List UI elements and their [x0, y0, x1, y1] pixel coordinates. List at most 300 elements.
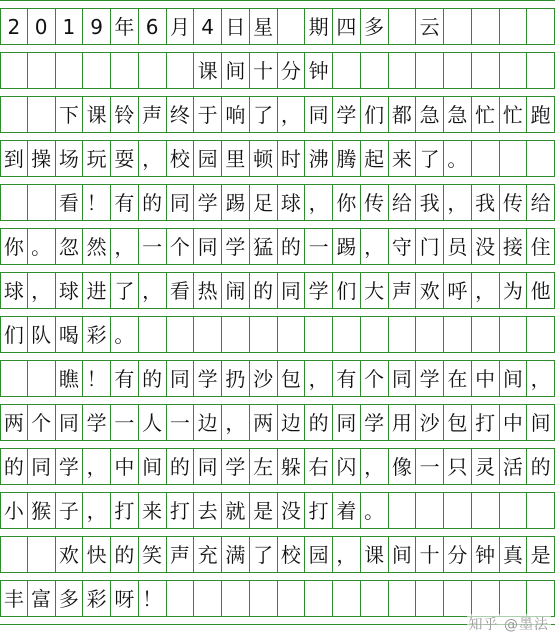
- grid-cell: 队: [28, 317, 56, 352]
- grid-cell: [472, 581, 500, 616]
- grid-cell: 间: [527, 405, 555, 440]
- grid-cell: 呀: [111, 581, 139, 616]
- grid-cell: 顿: [250, 141, 278, 176]
- grid-cell: 终: [167, 97, 195, 132]
- grid-cell: 灵: [472, 449, 500, 484]
- grid-cell: 喝: [56, 317, 84, 352]
- grid-cell: [389, 493, 417, 528]
- grid-cell: 。: [111, 317, 139, 352]
- grid-cell: 学: [416, 361, 444, 396]
- grid-cell: [278, 317, 306, 352]
- grid-cell: 铃: [111, 97, 139, 132]
- grid-cell: 欢: [56, 537, 84, 572]
- grid-cell: 闪: [333, 449, 361, 484]
- grid-cell: [250, 581, 278, 616]
- grid-cell: [333, 581, 361, 616]
- grid-cell: ，: [361, 449, 389, 484]
- grid-cell: ，: [222, 405, 250, 440]
- line-gap: [0, 44, 555, 53]
- grid-cell: ，: [305, 185, 333, 220]
- grid-cell: 忽: [56, 229, 84, 264]
- grid-cell: 给: [527, 185, 555, 220]
- grid-cell: [56, 53, 84, 88]
- grid-cell: 有: [333, 361, 361, 396]
- line-gap: [0, 396, 555, 405]
- grid-row-7: [0, 273, 555, 308]
- grid-cell: 钟: [472, 537, 500, 572]
- grid-cell: 有: [111, 185, 139, 220]
- grid-cell: [472, 141, 500, 176]
- grid-cell: ，: [28, 273, 56, 308]
- grid-cell: [28, 537, 56, 572]
- grid-cell: 打: [472, 405, 500, 440]
- grid-cell: 的: [0, 449, 28, 484]
- grid-cell: 9: [83, 9, 111, 44]
- grid-cell: 热: [194, 273, 222, 308]
- grid-row-14: [0, 581, 555, 616]
- grid-cell: 没: [278, 493, 306, 528]
- grid-cell: [28, 97, 56, 132]
- grid-cell: 期: [305, 9, 333, 44]
- grid-cell: 真: [500, 537, 528, 572]
- grid-cell: [500, 581, 528, 616]
- grid-cell: 两: [250, 405, 278, 440]
- grid-cell: 闹: [222, 273, 250, 308]
- grid-cell: 像: [389, 449, 417, 484]
- grid-cell: 中: [472, 361, 500, 396]
- grid-cell: 云: [416, 9, 444, 44]
- grid-cell: 时: [278, 141, 306, 176]
- grid-cell: 间: [139, 449, 167, 484]
- grid-cell: 个: [167, 229, 195, 264]
- grid-cell: 十: [416, 537, 444, 572]
- grid-cell: 学: [56, 449, 84, 484]
- grid-row-12: [0, 493, 555, 528]
- grid-cell: 传: [361, 185, 389, 220]
- grid-cell: 下: [56, 97, 84, 132]
- grid-cell: 同: [56, 405, 84, 440]
- grid-cell: 的: [139, 361, 167, 396]
- grid-cell: 是: [250, 493, 278, 528]
- line-gap: [0, 484, 555, 493]
- grid-cell: 瞧: [56, 361, 84, 396]
- grid-cell: 打: [111, 493, 139, 528]
- grid-cell: 足: [250, 185, 278, 220]
- line-gap: [0, 440, 555, 449]
- grid-cell: ，: [139, 141, 167, 176]
- grid-cell: 传: [500, 185, 528, 220]
- grid-cell: 了: [111, 273, 139, 308]
- grid-cell: 为: [500, 273, 528, 308]
- grid-cell: 右: [305, 449, 333, 484]
- grid-cell: 呼: [444, 273, 472, 308]
- grid-cell: [333, 317, 361, 352]
- line-gap: [0, 220, 555, 229]
- grid-row-11: [0, 449, 555, 484]
- grid-cell: 球: [0, 273, 28, 308]
- grid-cell: 同: [194, 449, 222, 484]
- grid-cell: ，: [472, 273, 500, 308]
- grid-cell: [278, 9, 306, 44]
- grid-row-2: [0, 53, 555, 88]
- grid-cell: 同: [333, 405, 361, 440]
- grid-cell: [500, 493, 528, 528]
- grid-cell: 然: [83, 229, 111, 264]
- grid-cell: ，: [361, 229, 389, 264]
- grid-cell: 沙: [416, 405, 444, 440]
- grid-cell: 。: [444, 141, 472, 176]
- grid-cell: [167, 581, 195, 616]
- grid-cell: 打: [305, 493, 333, 528]
- grid-cell: 一: [416, 449, 444, 484]
- grid-cell: [416, 493, 444, 528]
- grid-cell: 边: [194, 405, 222, 440]
- grid-cell: [250, 317, 278, 352]
- grid-cell: 急: [416, 97, 444, 132]
- grid-cell: [389, 317, 417, 352]
- grid-cell: 在: [444, 361, 472, 396]
- grid-cell: 学: [305, 273, 333, 308]
- grid-cell: 忙: [500, 97, 528, 132]
- grid-cell: 守: [389, 229, 417, 264]
- grid-cell: [444, 493, 472, 528]
- grid-cell: 的: [305, 405, 333, 440]
- grid-cell: 于: [194, 97, 222, 132]
- grid-row-13: [0, 537, 555, 572]
- grid-cell: 跑: [527, 97, 555, 132]
- grid-cell: 同: [167, 361, 195, 396]
- line-gap: [0, 264, 555, 273]
- line-gap: [0, 132, 555, 141]
- grid-cell: [167, 317, 195, 352]
- grid-cell: [500, 53, 528, 88]
- grid-cell: 了: [250, 97, 278, 132]
- grid-cell: 富: [28, 581, 56, 616]
- grid-cell: 学: [361, 405, 389, 440]
- grid-cell: 的: [167, 449, 195, 484]
- grid-cell: 我: [416, 185, 444, 220]
- grid-cell: [0, 53, 28, 88]
- grid-cell: 多: [56, 581, 84, 616]
- grid-cell: [83, 53, 111, 88]
- grid-cell: [111, 53, 139, 88]
- grid-cell: 里: [222, 141, 250, 176]
- grid-cell: 6: [139, 9, 167, 44]
- grid-row-1: [0, 9, 555, 44]
- grid-cell: [139, 317, 167, 352]
- grid-cell: 一: [111, 405, 139, 440]
- line-gap: [0, 308, 555, 317]
- grid-cell: 分: [444, 537, 472, 572]
- grid-cell: ，: [305, 361, 333, 396]
- grid-cell: [416, 581, 444, 616]
- grid-cell: 有: [111, 361, 139, 396]
- grid-cell: 猴: [28, 493, 56, 528]
- grid-cell: 同: [194, 229, 222, 264]
- grid-cell: 月: [167, 9, 195, 44]
- grid-cell: ，: [83, 449, 111, 484]
- grid-row-8: [0, 317, 555, 352]
- grid-cell: 。: [28, 229, 56, 264]
- grid-cell: [333, 53, 361, 88]
- grid-cell: 都: [389, 97, 417, 132]
- grid-cell: [472, 53, 500, 88]
- grid-cell: 玩: [83, 141, 111, 176]
- grid-cell: [389, 581, 417, 616]
- grid-cell: 课: [194, 53, 222, 88]
- line-gap: [0, 352, 555, 361]
- grid-cell: 的: [527, 449, 555, 484]
- grid-cell: [0, 537, 28, 572]
- grid-cell: 个: [361, 361, 389, 396]
- grid-cell: [194, 581, 222, 616]
- grid-cell: 小: [0, 493, 28, 528]
- line-gap: [0, 0, 555, 9]
- grid-cell: 子: [56, 493, 84, 528]
- grid-cell: [472, 493, 500, 528]
- grid-row-6: [0, 229, 555, 264]
- grid-cell: [139, 53, 167, 88]
- grid-cell: 们: [0, 317, 28, 352]
- grid-cell: 间: [389, 537, 417, 572]
- grid-cell: 踢: [222, 185, 250, 220]
- grid-cell: [361, 53, 389, 88]
- grid-cell: 年: [111, 9, 139, 44]
- grid-cell: 球: [278, 185, 306, 220]
- grid-cell: 0: [28, 9, 56, 44]
- grid-cell: 接: [500, 229, 528, 264]
- grid-cell: 踢: [333, 229, 361, 264]
- grid-cell: 园: [194, 141, 222, 176]
- line-gap: [0, 528, 555, 537]
- grid-cell: [500, 9, 528, 44]
- grid-cell: 们: [333, 273, 361, 308]
- grid-cell: [28, 361, 56, 396]
- grid-cell: 同: [28, 449, 56, 484]
- grid-cell: 员: [444, 229, 472, 264]
- grid-cell: 的: [278, 229, 306, 264]
- grid-cell: 间: [500, 361, 528, 396]
- grid-cell: 看: [56, 185, 84, 220]
- grid-cell: 进: [83, 273, 111, 308]
- grid-cell: 彩: [83, 317, 111, 352]
- grid-cell: 就: [222, 493, 250, 528]
- grid-cell: [389, 9, 417, 44]
- grid-cell: 只: [444, 449, 472, 484]
- grid-cell: [305, 581, 333, 616]
- grid-cell: 用: [389, 405, 417, 440]
- grid-cell: 我: [472, 185, 500, 220]
- grid-cell: 两: [0, 405, 28, 440]
- grid-cell: 课: [83, 97, 111, 132]
- grid-cell: 你: [333, 185, 361, 220]
- grid-cell: ，: [278, 97, 306, 132]
- grid-row-4: [0, 141, 555, 176]
- grid-cell: 场: [56, 141, 84, 176]
- grid-cell: 欢: [416, 273, 444, 308]
- grid-cell: 彩: [83, 581, 111, 616]
- grid-cell: [444, 317, 472, 352]
- grid-cell: 边: [278, 405, 306, 440]
- grid-cell: 沸: [305, 141, 333, 176]
- grid-cell: 快: [83, 537, 111, 572]
- grid-cell: 们: [361, 97, 389, 132]
- grid-cell: 着: [333, 493, 361, 528]
- grid-cell: 学: [194, 361, 222, 396]
- grid-cell: ，: [444, 185, 472, 220]
- grid-cell: 同: [389, 361, 417, 396]
- grid-cell: [361, 581, 389, 616]
- grid-cell: 人: [139, 405, 167, 440]
- grid-cell: 学: [194, 185, 222, 220]
- grid-cell: [472, 9, 500, 44]
- grid-cell: [0, 97, 28, 132]
- grid-cell: 多: [361, 9, 389, 44]
- grid-cell: 声: [139, 97, 167, 132]
- grid-cell: 一: [139, 229, 167, 264]
- grid-cell: 响: [222, 97, 250, 132]
- grid-cell: [444, 53, 472, 88]
- grid-cell: ，: [333, 537, 361, 572]
- grid-cell: 包: [444, 405, 472, 440]
- grid-cell: 的: [111, 537, 139, 572]
- grid-cell: ！: [83, 361, 111, 396]
- grid-cell: [361, 317, 389, 352]
- grid-cell: 校: [167, 141, 195, 176]
- grid-cell: 没: [472, 229, 500, 264]
- grid-cell: 间: [222, 53, 250, 88]
- grid-cell: 猛: [250, 229, 278, 264]
- grid-cell: [278, 581, 306, 616]
- grid-cell: 课: [361, 537, 389, 572]
- grid-cell: ，: [83, 493, 111, 528]
- grid-cell: 去: [194, 493, 222, 528]
- grid-cell: 他: [527, 273, 555, 308]
- grid-cell: 的: [250, 273, 278, 308]
- grid-cell: 到: [0, 141, 28, 176]
- grid-cell: 看: [167, 273, 195, 308]
- grid-cell: 日: [222, 9, 250, 44]
- grid-cell: 钟: [305, 53, 333, 88]
- grid-cell: 躲: [278, 449, 306, 484]
- grid-cell: 星: [250, 9, 278, 44]
- grid-cell: 学: [222, 229, 250, 264]
- grid-cell: 中: [500, 405, 528, 440]
- grid-cell: 学: [83, 405, 111, 440]
- grid-cell: [500, 141, 528, 176]
- grid-cell: [416, 317, 444, 352]
- grid-cell: 沙: [250, 361, 278, 396]
- grid-cell: 忙: [472, 97, 500, 132]
- grid-cell: 住: [527, 229, 555, 264]
- grid-cell: 了: [250, 537, 278, 572]
- grid-row-3: [0, 97, 555, 132]
- grid-cell: 的: [139, 185, 167, 220]
- grid-cell: 操: [28, 141, 56, 176]
- grid-cell: 腾: [333, 141, 361, 176]
- grid-cell: 2: [0, 9, 28, 44]
- grid-cell: 你: [0, 229, 28, 264]
- grid-cell: 活: [500, 449, 528, 484]
- grid-cell: [444, 9, 472, 44]
- grid-cell: 扔: [222, 361, 250, 396]
- grid-cell: 了: [416, 141, 444, 176]
- grid-cell: 一: [167, 405, 195, 440]
- grid-cell: ，: [527, 361, 555, 396]
- grid-row-9: [0, 361, 555, 396]
- grid-row-5: [0, 185, 555, 220]
- grid-cell: [28, 185, 56, 220]
- grid-cell: ，: [111, 229, 139, 264]
- grid-cell: 笑: [139, 537, 167, 572]
- grid-cell: [527, 53, 555, 88]
- zhihu-watermark: 知乎 @墨法: [467, 614, 551, 634]
- grid-cell: 学: [222, 449, 250, 484]
- grid-cell: [222, 581, 250, 616]
- grid-cell: 起: [361, 141, 389, 176]
- line-gap: [0, 176, 555, 185]
- grid-cell: ！: [83, 185, 111, 220]
- grid-cell: [527, 141, 555, 176]
- grid-cell: 十: [250, 53, 278, 88]
- grid-cell: 耍: [111, 141, 139, 176]
- grid-cell: 园: [305, 537, 333, 572]
- grid-cell: 个: [28, 405, 56, 440]
- grid-cell: [444, 581, 472, 616]
- grid-cell: [305, 317, 333, 352]
- grid-cell: 给: [389, 185, 417, 220]
- grid-cell: 左: [250, 449, 278, 484]
- grid-cell: 包: [278, 361, 306, 396]
- grid-cell: 球: [56, 273, 84, 308]
- grid-cell: 学: [333, 97, 361, 132]
- grid-cell: 声: [167, 537, 195, 572]
- grid-row-10: [0, 405, 555, 440]
- grid-cell: [472, 317, 500, 352]
- grid-cell: 。: [361, 493, 389, 528]
- grid-cell: 满: [222, 537, 250, 572]
- grid-cell: ，: [139, 273, 167, 308]
- grid-cell: [389, 53, 417, 88]
- grid-cell: 声: [389, 273, 417, 308]
- line-gap: [0, 88, 555, 97]
- grid-cell: 4: [194, 9, 222, 44]
- grid-cell: 打: [167, 493, 195, 528]
- grid-cell: 来: [389, 141, 417, 176]
- grid-cell: [527, 9, 555, 44]
- grid-cell: 是: [527, 537, 555, 572]
- line-gap: [0, 572, 555, 581]
- grid-cell: 1: [56, 9, 84, 44]
- grid-cell: 中: [111, 449, 139, 484]
- grid-cell: [416, 53, 444, 88]
- grid-cell: [28, 53, 56, 88]
- grid-cell: [194, 317, 222, 352]
- grid-cell: [0, 361, 28, 396]
- grid-cell: ！: [139, 581, 167, 616]
- grid-cell: [0, 185, 28, 220]
- grid-cell: [527, 581, 555, 616]
- grid-cell: 丰: [0, 581, 28, 616]
- grid-cell: 分: [278, 53, 306, 88]
- grid-cell: 充: [194, 537, 222, 572]
- grid-cell: 大: [361, 273, 389, 308]
- grid-cell: 校: [278, 537, 306, 572]
- grid-cell: [167, 53, 195, 88]
- grid-cell: 四: [333, 9, 361, 44]
- grid-cell: [527, 493, 555, 528]
- grid-cell: 同: [278, 273, 306, 308]
